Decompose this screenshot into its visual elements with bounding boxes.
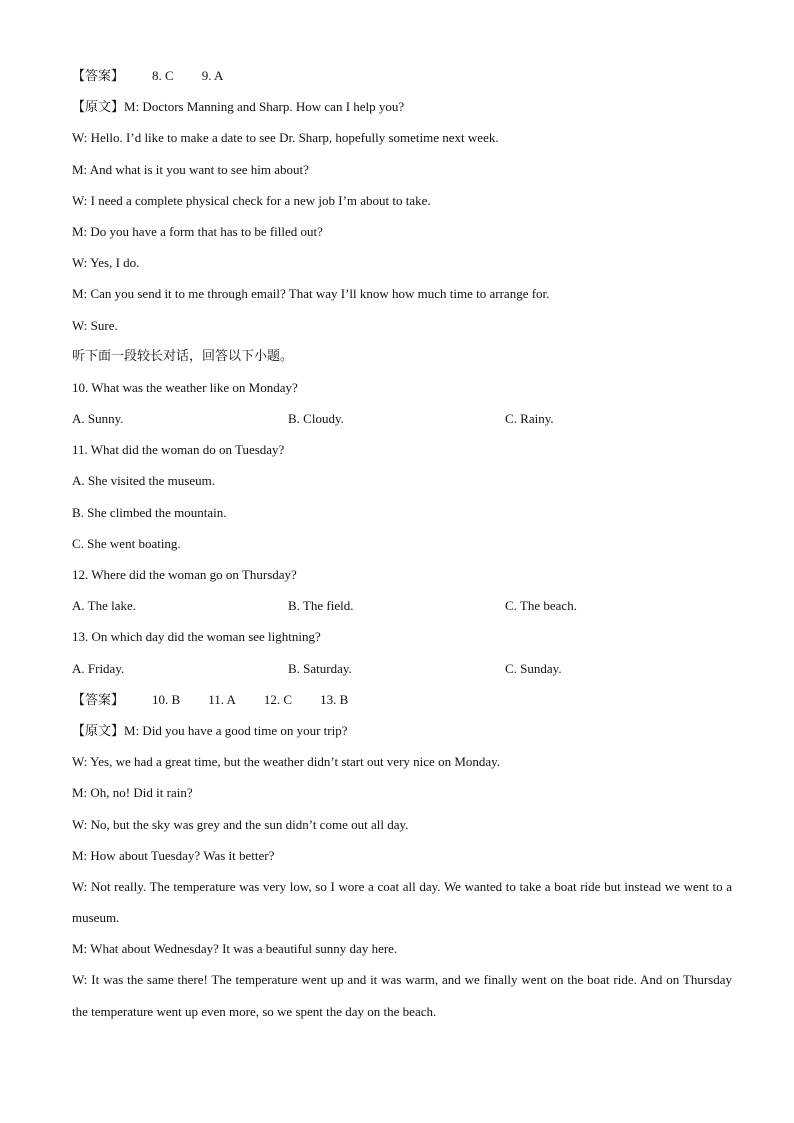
transcript-line: W: Hello. I’d like to make a date to see Dr. Sharp, hopefully sometime next week.: [72, 130, 499, 146]
answer-item: 8. C: [152, 68, 174, 83]
answer-line-1: [72, 64, 732, 95]
option-c: C. The beach.: [505, 598, 577, 614]
question-text: 10. What was the weather like on Monday?: [72, 379, 298, 395]
options-row: [72, 407, 732, 438]
transcript-line: M: What about Wednesday? It was a beautiful sunny day here.: [72, 941, 398, 957]
answer-item: 11. A: [208, 691, 236, 707]
transcript-line: M: Can you send it to me through email? That way I’ll know how much time to arrange for.: [72, 286, 550, 302]
transcript-paragraph: W: It was the same there! The temperature went up and it was warm, and we finally went on the boat ride. And on Thursday the temperature went up even more, so we spent the day on the beach.: [72, 972, 732, 1019]
answer-label: 【答案】: [72, 692, 125, 708]
transcript-line: M: Do you have a form that has to be filled out?: [72, 223, 323, 239]
transcript-label: 【原文】: [72, 100, 125, 116]
transcript-text: M: Did you have a good time on your trip?: [124, 722, 348, 738]
option-a: A. Friday.: [72, 660, 125, 676]
listening-instruction: 听下面一段较长对话，回答以下小题。: [72, 348, 294, 364]
transcript-line: W: Yes, I do.: [72, 255, 140, 271]
transcript-line: W: No, but the sky was grey and the sun didn’t come out all day.: [72, 816, 409, 832]
answer-item: 10. B: [152, 691, 181, 707]
options-row: [72, 657, 732, 688]
transcript-line: M: Oh, no! Did it rain?: [72, 785, 193, 801]
options-row: [72, 594, 732, 625]
option-b: B. She climbed the mountain.: [72, 504, 227, 520]
transcript-line: [72, 719, 732, 750]
transcript-paragraph: W: Not really. The temperature was very low, so I wore a coat all day. We wanted to take a boat ride but instead we went to a museum.: [72, 878, 732, 926]
transcript-line: W: Sure.: [72, 317, 118, 333]
transcript-line: [72, 95, 732, 126]
transcript-text: M: Doctors Manning and Sharp. How can I help you?: [124, 99, 405, 115]
document-page: [72, 64, 732, 1027]
option-a: A. The lake.: [72, 598, 137, 614]
option-a: A. She visited the museum.: [72, 473, 215, 489]
answer-item: 13. B: [320, 691, 349, 707]
transcript-label: 【原文】: [72, 723, 125, 739]
answer-item: 12. C: [263, 691, 293, 707]
answer-line-2: [72, 688, 732, 719]
option-b: B. Saturday.: [288, 660, 352, 676]
question-text: 12. Where did the woman go on Thursday?: [72, 567, 297, 582]
answer-item: 9. A: [201, 68, 224, 83]
transcript-line: M: And what is it you want to see him about?: [72, 161, 309, 177]
transcript-line: W: I need a complete physical check for a new job I’m about to take.: [72, 192, 431, 208]
option-b: B. The field.: [288, 598, 354, 614]
option-c: C. Rainy.: [505, 411, 554, 427]
transcript-line: W: Yes, we had a great time, but the weather didn’t start out very nice on Monday.: [72, 754, 501, 770]
question-text: 11. What did the woman do on Tuesday?: [72, 442, 285, 458]
option-c: C. Sunday.: [505, 660, 562, 676]
transcript-line: M: How about Tuesday? Was it better?: [72, 847, 275, 863]
option-a: A. Sunny.: [72, 411, 124, 427]
answer-label: 【答案】: [72, 69, 125, 84]
option-c: C. She went boating.: [72, 535, 181, 551]
question-text: 13. On which day did the woman see lightning?: [72, 629, 321, 645]
option-b: B. Cloudy.: [288, 411, 344, 427]
